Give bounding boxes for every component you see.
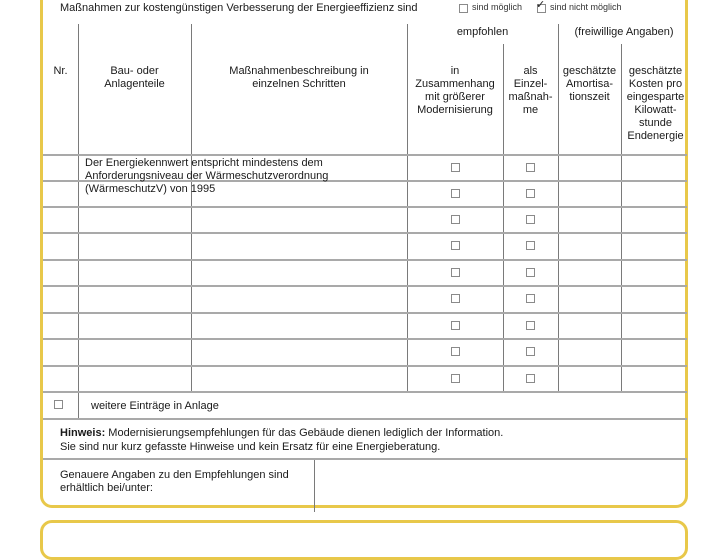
section-title: Maßnahmen zur kostengünstigen Verbesserung der Energieeffizienz sind [60, 2, 418, 14]
checkmark-icon: ✓ [536, 0, 546, 11]
group-header-optional: (freiwillige Angaben) [574, 26, 674, 38]
row-divider [43, 391, 687, 393]
single-measure-checkbox[interactable] [526, 268, 535, 277]
note [60, 427, 503, 440]
single-measure-checkbox[interactable] [526, 189, 535, 198]
details-label: Genauere Angaben zu den Empfehlungen sind erhältlich bei/unter: [60, 469, 289, 494]
row-divider [43, 206, 687, 208]
grid-line [314, 459, 315, 512]
single-measure-checkbox[interactable] [526, 347, 535, 356]
with-modernization-checkbox[interactable] [451, 347, 460, 356]
column-header-description: Maßnahmenbeschreibung in einzelnen Schritten [229, 65, 369, 90]
row-divider [43, 154, 687, 156]
with-modernization-checkbox[interactable] [451, 241, 460, 250]
row-divider [43, 338, 687, 340]
more-entries-checkbox[interactable] [54, 400, 63, 409]
column-header-cost-per-kwh: geschätzte Kosten pro eingesparte Kilowatt- stunde Endenergie [626, 65, 685, 142]
with-modernization-checkbox[interactable] [451, 321, 460, 330]
group-header-recommended: empfohlen [456, 26, 509, 38]
column-header-payback: geschätzte Amortisa- tionszeit [562, 65, 617, 103]
with-modernization-checkbox[interactable] [451, 374, 460, 383]
single-measure-checkbox[interactable] [526, 241, 535, 250]
column-header-nr: Nr. [53, 65, 68, 77]
option-not-possible-label: sind nicht möglich [550, 2, 622, 12]
with-modernization-checkbox[interactable] [451, 294, 460, 303]
note-line-1: Modernisierungsempfehlungen für das Gebäude dienen lediglich der Information. [105, 427, 504, 439]
energy-index-statement: Der Energiekennwert entspricht mindestens dem Anforderungsniveau der Wärmeschutzverordnung (WärmeschutzV) von 1995 [85, 157, 329, 195]
grid-line [78, 392, 79, 419]
row-divider [43, 312, 687, 314]
details-value-field[interactable] [320, 469, 680, 507]
more-entries-label: weitere Einträge in Anlage [91, 400, 219, 412]
row-divider [43, 232, 687, 234]
row-divider [43, 458, 687, 460]
with-modernization-checkbox[interactable] [451, 189, 460, 198]
with-modernization-checkbox[interactable] [451, 215, 460, 224]
single-measure-checkbox[interactable] [526, 163, 535, 172]
next-panel [40, 520, 688, 560]
single-measure-checkbox[interactable] [526, 215, 535, 224]
with-modernization-checkbox[interactable] [451, 163, 460, 172]
with-modernization-checkbox[interactable] [451, 268, 460, 277]
note-label: Hinweis: [60, 427, 106, 439]
row-divider [43, 418, 687, 420]
column-header-single-measure: als Einzel- maßnah- me [508, 65, 553, 116]
row-divider [43, 365, 687, 367]
single-measure-checkbox[interactable] [526, 374, 535, 383]
single-measure-checkbox[interactable] [526, 294, 535, 303]
row-divider [43, 259, 687, 261]
column-header-with-modernization: in Zusammenhang mit größerer Modernisierung [415, 65, 495, 116]
single-measure-checkbox[interactable] [526, 321, 535, 330]
option-possible-checkbox[interactable] [459, 4, 468, 13]
note-line-2: Sie sind nur kurz gefasste Hinweise und kein Ersatz für eine Energieberatung. [60, 441, 441, 453]
option-possible-label: sind möglich [472, 2, 523, 12]
column-header-parts: Bau- oder Anlagenteile [104, 65, 165, 90]
row-divider [43, 285, 687, 287]
